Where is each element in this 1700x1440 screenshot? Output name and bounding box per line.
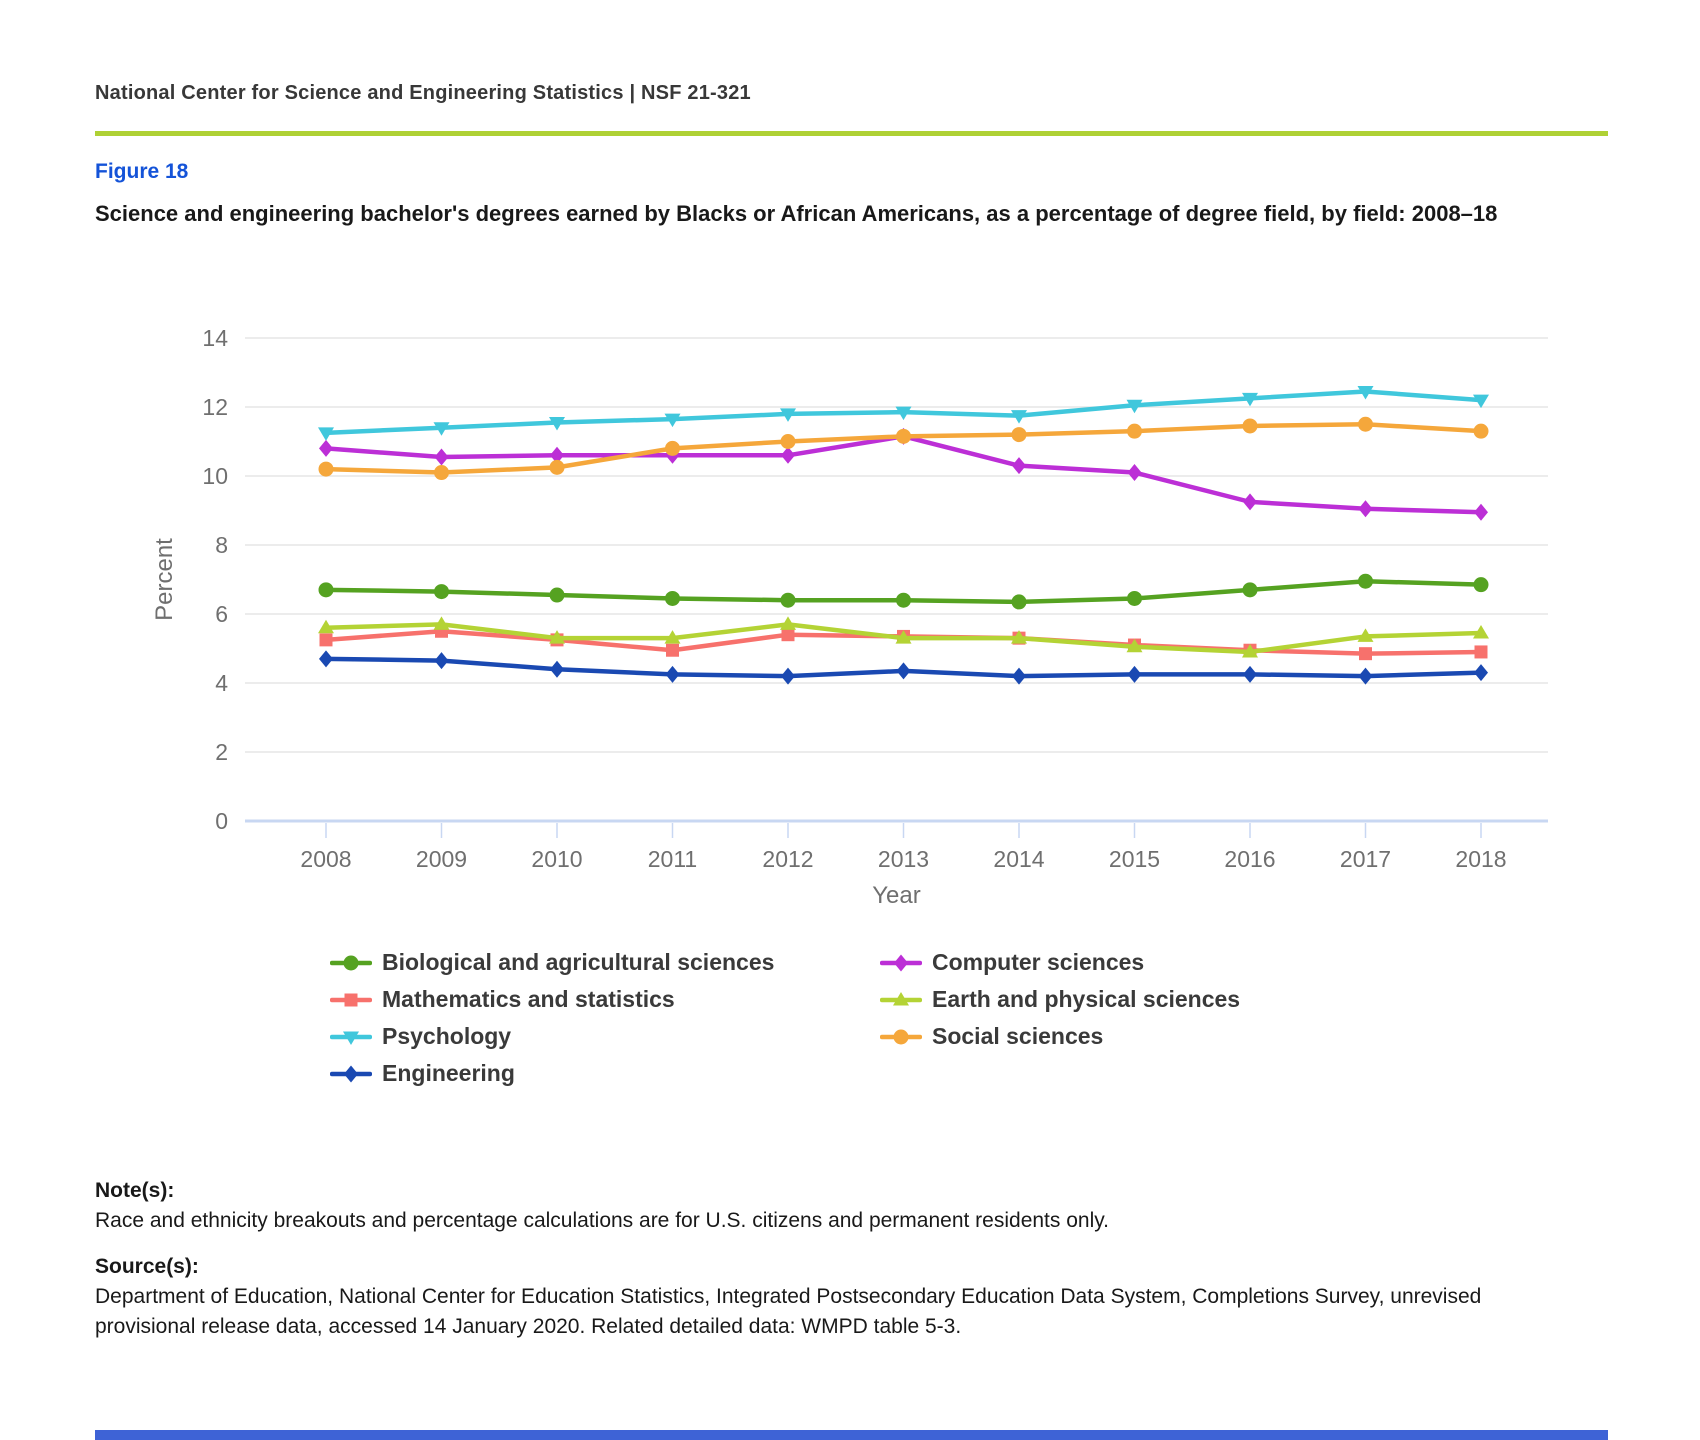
series-marker-social-sciences <box>319 462 334 477</box>
circle-marker-icon <box>330 952 372 974</box>
x-axis-title: Year <box>872 882 921 909</box>
series-marker-biological-and-agricultural-sciences <box>550 588 565 603</box>
y-tick-label: 4 <box>215 670 228 696</box>
square-marker-icon <box>330 989 372 1011</box>
series-marker-engineering <box>1243 666 1257 683</box>
series-marker-computer-sciences <box>1474 504 1488 521</box>
chart-area <box>0 270 1700 930</box>
legend-marker-glyph <box>344 1065 358 1082</box>
y-tick-label: 12 <box>202 394 228 420</box>
diamond-marker-icon <box>880 952 922 974</box>
x-tick-label: 2010 <box>531 846 583 872</box>
series-marker-engineering <box>319 650 333 667</box>
series-marker-computer-sciences <box>781 447 795 464</box>
triangle-up-marker-icon <box>880 989 922 1011</box>
series-marker-biological-and-agricultural-sciences <box>896 593 911 608</box>
series-marker-social-sciences <box>1358 417 1373 432</box>
y-tick-label: 8 <box>215 532 228 558</box>
x-tick-label: 2011 <box>647 846 698 872</box>
series-marker-engineering <box>550 661 564 678</box>
series-marker-mathematics-and-statistics <box>666 644 679 657</box>
triangle-down-marker-icon <box>330 1026 372 1048</box>
legend-column-1 <box>330 944 880 1092</box>
series-marker-biological-and-agricultural-sciences <box>1127 591 1142 606</box>
y-tick-label: 0 <box>215 808 228 834</box>
notes-block <box>95 1176 1555 1358</box>
legend-item-biological-and-agricultural-sciences[interactable] <box>330 944 880 981</box>
legend-label: Biological and agricultural sciences <box>382 949 775 975</box>
figure-label: Figure 18 <box>95 160 189 183</box>
legend-label: Psychology <box>382 1023 512 1049</box>
x-tick-label: 2014 <box>993 846 1045 872</box>
series-marker-social-sciences <box>1012 427 1027 442</box>
y-tick-label: 2 <box>215 739 228 765</box>
series-marker-mathematics-and-statistics <box>782 628 795 641</box>
series-marker-biological-and-agricultural-sciences <box>1243 582 1258 597</box>
series-marker-computer-sciences <box>1128 464 1142 481</box>
y-tick-label: 10 <box>202 463 228 489</box>
notes-label: Note(s): <box>95 1179 175 1202</box>
legend-label: Social sciences <box>932 1023 1104 1049</box>
legend-label: Engineering <box>382 1060 515 1086</box>
series-marker-social-sciences <box>550 460 565 475</box>
series-marker-computer-sciences <box>1243 493 1257 510</box>
series-marker-engineering <box>897 662 911 679</box>
series-marker-engineering <box>1128 666 1142 683</box>
x-tick-label: 2008 <box>300 846 352 872</box>
series-marker-biological-and-agricultural-sciences <box>1358 574 1373 589</box>
series-marker-computer-sciences <box>1359 500 1373 517</box>
series-marker-computer-sciences <box>319 440 333 457</box>
divider-line <box>95 131 1608 136</box>
figure-title: Science and engineering bachelor's degrees earned by Blacks or African Americans, as a percentage of degree field, by field: 2008–18 <box>95 201 1498 226</box>
chart-legend <box>330 944 1240 1092</box>
legend-column-2 <box>880 944 1240 1092</box>
legend-item-social-sciences[interactable] <box>880 1018 1240 1055</box>
y-tick-label: 6 <box>215 601 228 627</box>
series-marker-social-sciences <box>1474 424 1489 439</box>
x-tick-label: 2015 <box>1108 846 1161 872</box>
series-marker-social-sciences <box>1127 424 1142 439</box>
series-marker-biological-and-agricultural-sciences <box>319 582 334 597</box>
x-tick-label: 2018 <box>1455 846 1507 872</box>
series-marker-engineering <box>666 666 680 683</box>
series-marker-engineering <box>435 652 449 669</box>
series-marker-mathematics-and-statistics <box>1475 645 1488 658</box>
series-marker-social-sciences <box>1243 418 1258 433</box>
y-tick-label: 14 <box>202 325 228 351</box>
x-tick-label: 2012 <box>762 846 814 872</box>
notes-text: Race and ethnicity breakouts and percentage calculations are for U.S. citizens and permanent residents only. <box>95 1209 1110 1232</box>
report-header: National Center for Science and Engineering Statistics | NSF 21-321 <box>95 82 751 104</box>
circle-marker-icon <box>880 1026 922 1048</box>
series-marker-computer-sciences <box>435 449 449 466</box>
series-marker-mathematics-and-statistics <box>320 633 333 646</box>
legend-marker-glyph <box>345 993 358 1006</box>
x-tick-label: 2016 <box>1224 846 1276 872</box>
series-marker-engineering <box>1359 668 1373 685</box>
sources-text: Department of Education, National Center for Education Statistics, Integrated Postsecondary Education Data System, Completions Survey, unrevised provisional release data, accessed 14 January 2020. Related detailed data: WMPD table 5-3. <box>95 1285 1482 1338</box>
legend-label: Computer sciences <box>932 949 1145 975</box>
legend-label: Earth and physical sciences <box>932 986 1241 1012</box>
series-marker-engineering <box>781 668 795 685</box>
y-axis-title: Percent <box>151 538 178 621</box>
legend-item-psychology[interactable] <box>330 1018 880 1055</box>
x-tick-label: 2013 <box>877 846 930 872</box>
series-marker-biological-and-agricultural-sciences <box>665 591 680 606</box>
series-marker-social-sciences <box>781 434 796 449</box>
legend-marker-glyph <box>894 1029 909 1044</box>
series-marker-biological-and-agricultural-sciences <box>1474 577 1489 592</box>
series-marker-engineering <box>1012 668 1026 685</box>
series-marker-mathematics-and-statistics <box>1359 647 1372 660</box>
legend-label: Mathematics and statistics <box>382 986 675 1012</box>
degree-trends-line-chart <box>0 270 1700 930</box>
legend-item-earth-and-physical-sciences[interactable] <box>880 981 1240 1018</box>
series-marker-biological-and-agricultural-sciences <box>1012 594 1027 609</box>
series-marker-engineering <box>1474 664 1488 681</box>
series-marker-biological-and-agricultural-sciences <box>434 584 449 599</box>
series-marker-social-sciences <box>665 441 680 456</box>
series-marker-biological-and-agricultural-sciences <box>781 593 796 608</box>
legend-item-engineering[interactable] <box>330 1055 880 1092</box>
footer-bar <box>95 1430 1608 1440</box>
series-marker-social-sciences <box>896 429 911 444</box>
legend-item-computer-sciences[interactable] <box>880 944 1240 981</box>
x-tick-label: 2009 <box>415 846 468 872</box>
legend-marker-glyph <box>344 955 359 970</box>
series-marker-social-sciences <box>434 465 449 480</box>
legend-item-mathematics-and-statistics[interactable] <box>330 981 880 1018</box>
diamond-marker-icon <box>330 1063 372 1085</box>
series-line-computer-sciences <box>326 436 1481 512</box>
sources-label: Source(s): <box>95 1255 199 1278</box>
legend-marker-glyph <box>894 954 908 971</box>
series-marker-computer-sciences <box>1012 457 1026 474</box>
x-tick-label: 2017 <box>1339 846 1392 872</box>
